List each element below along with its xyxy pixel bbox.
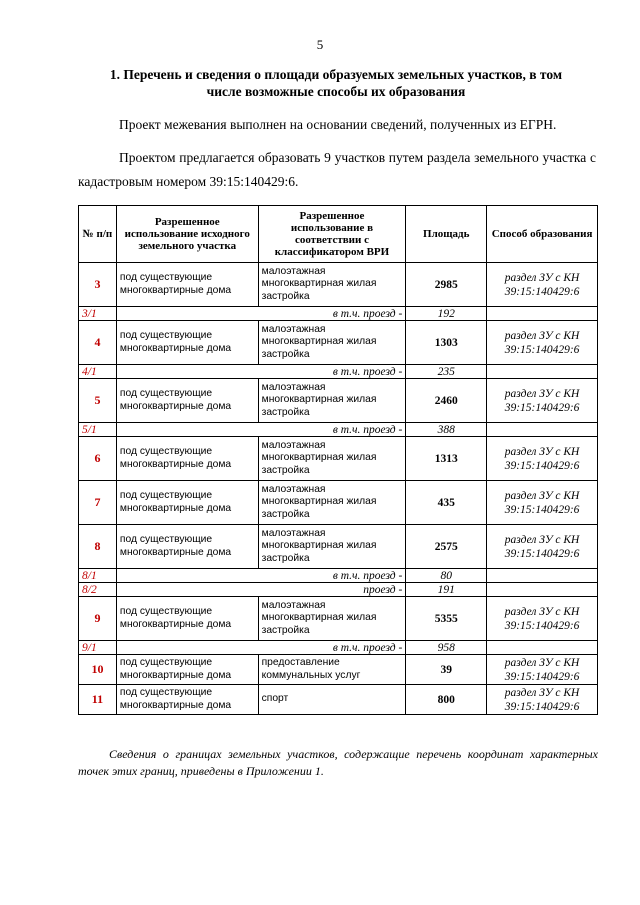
parcel-area: 2575 — [406, 525, 487, 569]
parcel-area: 5355 — [406, 597, 487, 641]
parcel-area: 2460 — [406, 379, 487, 423]
subparcel-empty-cell — [487, 307, 598, 321]
parcel-method: раздел ЗУ с КН 39:15:140429:6 — [487, 597, 598, 641]
subparcel-row — [79, 569, 598, 583]
parcel-vri: малоэтажная многоквартирная жилая застройка — [258, 321, 406, 365]
parcel-source-use: под существующие многоквартирные дома — [116, 263, 258, 307]
subparcel-row — [79, 365, 598, 379]
parcel-method: раздел ЗУ с КН 39:15:140429:6 — [487, 655, 598, 685]
section-heading: 1. Перечень и сведения о площади образуемых земельных участков, в том числе возможные способы их образования — [109, 67, 563, 99]
parcel-area: 1313 — [406, 437, 487, 481]
parcel-source-use: под существующие многоквартирные дома — [116, 379, 258, 423]
subparcel-empty-cell — [487, 423, 598, 437]
header-area: Площадь — [406, 206, 487, 263]
parcel-row — [79, 597, 598, 641]
parcel-row — [79, 437, 598, 481]
subparcel-area: 191 — [406, 583, 487, 597]
parcel-area: 1303 — [406, 321, 487, 365]
header-method: Способ образования — [487, 206, 598, 263]
subparcel-row — [79, 423, 598, 437]
subparcel-area: 192 — [406, 307, 487, 321]
parcel-number: 8 — [79, 525, 117, 569]
subparcel-label: в т.ч. проезд - — [116, 569, 405, 583]
subparcel-number: 4/1 — [79, 365, 117, 379]
subparcel-empty-cell — [487, 569, 598, 583]
subparcel-empty-cell — [487, 365, 598, 379]
parcels-table — [78, 205, 598, 715]
table-body — [79, 263, 598, 715]
subparcel-area: 235 — [406, 365, 487, 379]
parcel-source-use: под существующие многоквартирные дома — [116, 525, 258, 569]
parcel-area: 39 — [406, 655, 487, 685]
subparcel-label: в т.ч. проезд - — [116, 365, 405, 379]
parcel-method: раздел ЗУ с КН 39:15:140429:6 — [487, 263, 598, 307]
parcel-method: раздел ЗУ с КН 39:15:140429:6 — [487, 437, 598, 481]
subparcel-number: 8/1 — [79, 569, 117, 583]
parcel-row — [79, 379, 598, 423]
parcel-row — [79, 321, 598, 365]
parcel-method: раздел ЗУ с КН 39:15:140429:6 — [487, 481, 598, 525]
subparcel-number: 9/1 — [79, 641, 117, 655]
parcel-number: 3 — [79, 263, 117, 307]
subparcel-row — [79, 641, 598, 655]
parcel-area: 2985 — [406, 263, 487, 307]
parcel-vri: малоэтажная многоквартирная жилая застройка — [258, 481, 406, 525]
subparcel-number: 5/1 — [79, 423, 117, 437]
parcel-number: 10 — [79, 655, 117, 685]
parcel-number: 6 — [79, 437, 117, 481]
subparcel-label: проезд - — [116, 583, 405, 597]
intro-paragraph: Проект межевания выполнен на основании сведений, полученных из ЕГРН. — [119, 117, 557, 132]
parcel-method: раздел ЗУ с КН 39:15:140429:6 — [487, 685, 598, 715]
header-num: № п/п — [79, 206, 117, 263]
parcel-row — [79, 525, 598, 569]
parcel-vri: предоставление коммунальных услуг — [258, 655, 406, 685]
page-number: 5 — [316, 37, 324, 52]
subparcel-empty-cell — [487, 583, 598, 597]
parcel-number: 7 — [79, 481, 117, 525]
subparcel-number: 8/2 — [79, 583, 117, 597]
parcel-vri: малоэтажная многоквартирная жилая застройка — [258, 379, 406, 423]
header-vri: Разрешенное использование в соответствии с классификатором ВРИ — [258, 206, 406, 263]
subparcel-row — [79, 583, 598, 597]
subparcel-row — [79, 307, 598, 321]
parcel-source-use: под существующие многоквартирные дома — [116, 321, 258, 365]
parcel-row — [79, 481, 598, 525]
parcel-vri: спорт — [258, 685, 406, 715]
parcel-vri: малоэтажная многоквартирная жилая застройка — [258, 525, 406, 569]
subparcel-area: 388 — [406, 423, 487, 437]
subparcel-label: в т.ч. проезд - — [116, 423, 405, 437]
subparcel-empty-cell — [487, 641, 598, 655]
proposal-paragraph: Проектом предлагается образовать 9 участков путем раздела земельного участка с кадастровым номером 39:15:140429:6. — [78, 150, 596, 189]
parcel-source-use: под существующие многоквартирные дома — [116, 685, 258, 715]
footer-note: Сведения о границах земельных участков, содержащие перечень координат характерных точек этих границ, приведены в Приложении 1. — [78, 747, 598, 778]
parcel-number: 4 — [79, 321, 117, 365]
subparcel-label: в т.ч. проезд - — [116, 641, 405, 655]
table-header-row — [79, 206, 598, 263]
parcel-number: 11 — [79, 685, 117, 715]
header-source-use: Разрешенное использование исходного земельного участка — [116, 206, 258, 263]
parcel-source-use: под существующие многоквартирные дома — [116, 481, 258, 525]
parcel-source-use: под существующие многоквартирные дома — [116, 437, 258, 481]
parcel-row — [79, 655, 598, 685]
parcel-area: 800 — [406, 685, 487, 715]
parcel-vri: малоэтажная многоквартирная жилая застройка — [258, 437, 406, 481]
parcel-number: 9 — [79, 597, 117, 641]
parcel-method: раздел ЗУ с КН 39:15:140429:6 — [487, 525, 598, 569]
parcel-vri: малоэтажная многоквартирная жилая застройка — [258, 597, 406, 641]
parcel-row — [79, 263, 598, 307]
parcel-method: раздел ЗУ с КН 39:15:140429:6 — [487, 379, 598, 423]
subparcel-area: 80 — [406, 569, 487, 583]
parcel-area: 435 — [406, 481, 487, 525]
subparcel-label: в т.ч. проезд - — [116, 307, 405, 321]
parcel-source-use: под существующие многоквартирные дома — [116, 655, 258, 685]
parcel-vri: малоэтажная многоквартирная жилая застройка — [258, 263, 406, 307]
parcel-method: раздел ЗУ с КН 39:15:140429:6 — [487, 321, 598, 365]
parcel-number: 5 — [79, 379, 117, 423]
parcel-source-use: под существующие многоквартирные дома — [116, 597, 258, 641]
subparcel-number: 3/1 — [79, 307, 117, 321]
subparcel-area: 958 — [406, 641, 487, 655]
parcel-row — [79, 685, 598, 715]
